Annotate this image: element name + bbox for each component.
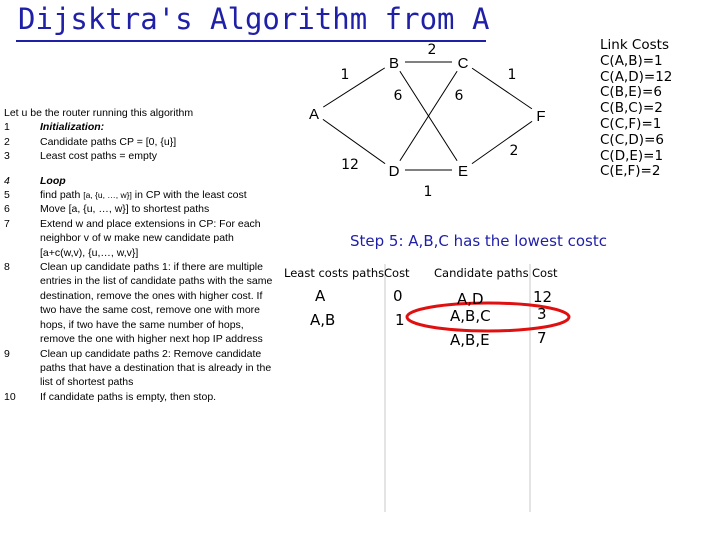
node-f	[530, 104, 552, 126]
algorithm-step	[4, 120, 276, 134]
edge-label-ad: 12	[341, 157, 359, 173]
link-cost-item: C(C,F)=1	[600, 115, 662, 132]
step-text: Move [a, {u, …, w}] to shortest paths	[40, 203, 210, 216]
node-label: F	[536, 108, 546, 125]
link-cost-item: C(D,E)=1	[600, 147, 664, 164]
algorithm-step	[4, 202, 276, 216]
algorithm-intro: Let u be the router running this algorithm	[4, 107, 194, 119]
edge-label-cf: 1	[507, 67, 517, 83]
edge-e-f	[463, 115, 541, 170]
algorithm-step	[4, 217, 276, 260]
edge-label-de: 1	[423, 184, 433, 200]
candidate-cost: 12	[533, 288, 553, 306]
node-c	[452, 51, 474, 73]
step-caption: Step 5: A,B,C has the lowest costc	[350, 232, 607, 250]
edge-label-ab: 1	[340, 67, 350, 83]
candidates-cost-header: Cost	[532, 266, 558, 280]
candidates-header: Candidate paths	[434, 266, 529, 280]
link-cost-item: C(E,F)=2	[600, 163, 661, 180]
step-number: 10	[4, 390, 16, 403]
node-e	[452, 159, 474, 181]
algorithm-step	[4, 260, 276, 346]
edge-c-f	[463, 62, 541, 115]
step-text: Initialization:	[40, 121, 105, 134]
step-text: Clean up candidate paths 2: Remove candidate paths that have a destination that is already in the list of shortest paths	[40, 347, 272, 389]
edge-label-cd: 6	[454, 88, 464, 104]
node-label: E	[457, 163, 469, 180]
candidate-cost: 7	[537, 329, 547, 347]
algorithm-step	[4, 149, 276, 163]
link-cost-item: C(B,E)=6	[600, 84, 662, 101]
node-label: D	[388, 163, 400, 180]
edge-label-ef: 2	[509, 143, 519, 159]
step-number: 4	[4, 174, 10, 187]
candidate-path: A,D	[457, 290, 484, 308]
step-number: 2	[4, 135, 10, 148]
step-number: 9	[4, 347, 10, 360]
least-costs-cost-header: Cost	[384, 266, 410, 280]
link-cost-item: C(A,B)=1	[600, 52, 663, 69]
algorithm-step	[4, 174, 276, 188]
node-a	[303, 102, 325, 124]
edge-label-be: 6	[393, 88, 403, 104]
step-number: 6	[4, 203, 10, 216]
step-number: 1	[4, 121, 10, 134]
node-label: A	[308, 106, 320, 123]
link-costs-header: Link Costs	[600, 37, 669, 53]
step-number: 5	[4, 189, 10, 202]
link-cost-item: C(B,C)=2	[600, 100, 663, 117]
node-d	[383, 159, 405, 181]
algorithm-step	[4, 390, 276, 404]
node-label: C	[457, 55, 469, 72]
step-number: 3	[4, 150, 10, 163]
step-text: Candidate paths CP = [0, {u}]	[40, 135, 177, 148]
least-cost-path: A	[315, 287, 326, 305]
least-costs-header: Least costs paths	[284, 266, 385, 280]
step-text: Clean up candidate paths 1: if there are multiple entries in the list of candidate paths with the same destination, remove the ones with higher cost. If two have the same cost, remove one with more hops, if two have the same number of hops, remove the one with higher next hop IP address	[40, 261, 273, 346]
step-number: 7	[4, 217, 10, 230]
algorithm-step	[4, 135, 276, 149]
least-cost-value: 1	[395, 311, 405, 329]
algorithm-text	[4, 106, 276, 404]
algorithm-step	[4, 188, 276, 202]
step-text: find path [a, {u, …, w}] in CP with the least cost	[40, 189, 247, 202]
edge-a-b	[314, 62, 394, 113]
edge-label-bc: 2	[427, 42, 437, 58]
candidate-path: A,B,E	[450, 331, 490, 349]
candidate-path: A,B,C	[450, 307, 491, 325]
step-text: Least cost paths = empty	[40, 150, 158, 163]
step-number: 8	[4, 261, 10, 274]
slide-title: Dijsktra's Algorithm from A	[18, 2, 490, 36]
link-cost-item: C(C,D)=6	[600, 131, 664, 148]
node-b	[383, 51, 405, 73]
link-cost-item: C(A,D)=12	[600, 68, 673, 85]
candidate-cost: 3	[537, 305, 547, 323]
step-text: Loop	[40, 174, 66, 187]
least-cost-path: A,B	[310, 311, 336, 329]
node-label: B	[388, 55, 400, 72]
step-text: If candidate paths is empty, then stop.	[40, 390, 217, 403]
algorithm-step	[4, 347, 276, 390]
least-cost-value: 0	[393, 287, 403, 305]
step-text: Extend w and place extensions in CP: For each neighbor v of w make new candidate path [a+c(w,v), {u,…, w,v}]	[40, 217, 261, 259]
